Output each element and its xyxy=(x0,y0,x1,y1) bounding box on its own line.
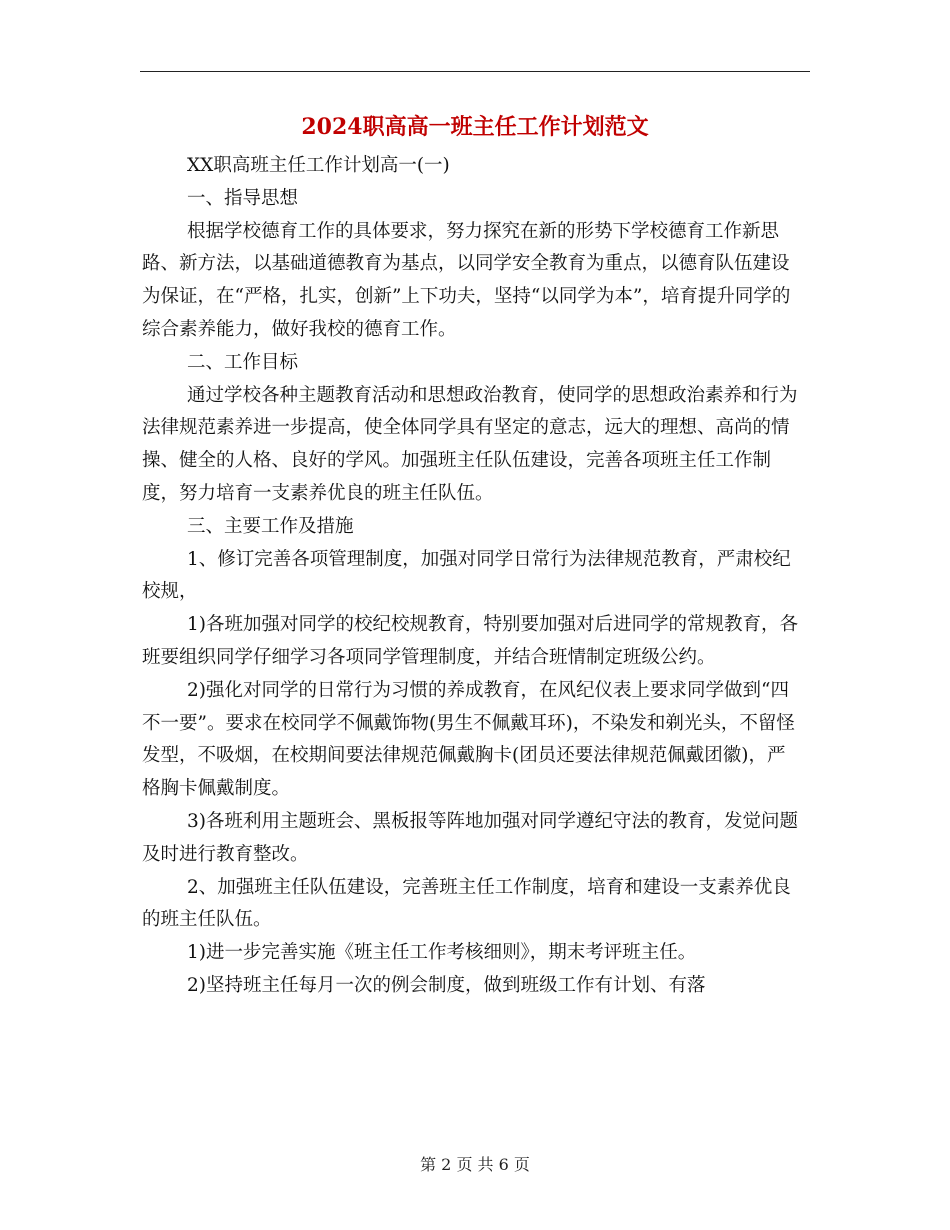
section-heading: 一、指导思想 xyxy=(187,187,299,209)
page-number-footer: 第 2 页 共 6 页 xyxy=(420,1155,530,1174)
paragraph: 1)各班加强对同学的校纪校规教育，特别要加强对后进同学的常规教育，各班要组织同学仔细学习各项同学管理制度，并结合班情制定班级公约。 xyxy=(142,614,798,668)
paragraph: 3)各班利用主题班会、黑板报等阵地加强对同学遵纪守法的教育，发觉问题及时进行教育整改。 xyxy=(142,810,798,865)
document-body xyxy=(142,150,802,1003)
paragraph: 2)强化对同学的日常行为习惯的养成教育，在风纪仪表上要求同学做到“四不一要”。要求在校同学不佩戴饰物(男生不佩戴耳环)，不染发和剃光头，不留怪发型，不吸烟，在校期间要法律规范佩戴胸卡(团员还要法律规范佩戴团徽)，严格胸卡佩戴制度。 xyxy=(142,679,795,800)
paragraph: 2、加强班主任队伍建设，完善班主任工作制度，培育和建设一支素养优良的班主任队伍。 xyxy=(142,876,791,931)
section-heading: 二、工作目标 xyxy=(187,351,299,373)
paragraph: 2)坚持班主任每月一次的例会制度，做到班级工作有计划、有落 xyxy=(187,974,706,996)
section-heading: 三、主要工作及措施 xyxy=(187,515,354,537)
paragraph: XX职高班主任工作计划高一(一) xyxy=(187,155,450,176)
header-rule xyxy=(140,71,810,72)
paragraph: 1)进一步完善实施《班主任工作考核细则》，期末考评班主任。 xyxy=(187,942,697,964)
paragraph: 根据学校德育工作的具体要求，努力探究在新的形势下学校德育工作新思路、新方法，以基础道德教育为基点，以同学安全教育为重点，以德育队伍建设为保证，在“严格，扎实，创新”上下功夫，坚持“以同学为本”，培育提升同学的综合素养能力，做好我校的德育工作。 xyxy=(142,220,791,340)
paragraph: 1、修订完善各项管理制度，加强对同学日常行为法律规范教育，严肃校纪校规， xyxy=(142,548,791,603)
document-title: 2024职高高一班主任工作计划范文 xyxy=(301,114,649,140)
paragraph: 通过学校各种主题教育活动和思想政治教育，使同学的思想政治素养和行为法律规范素养进一步提高，使全体同学具有坚定的意志，远大的理想、高尚的情操、健全的人格、良好的学风。加强班主任队伍建设，完善各项班主任工作制度，努力培育一支素养优良的班主任队伍。 xyxy=(142,384,798,504)
